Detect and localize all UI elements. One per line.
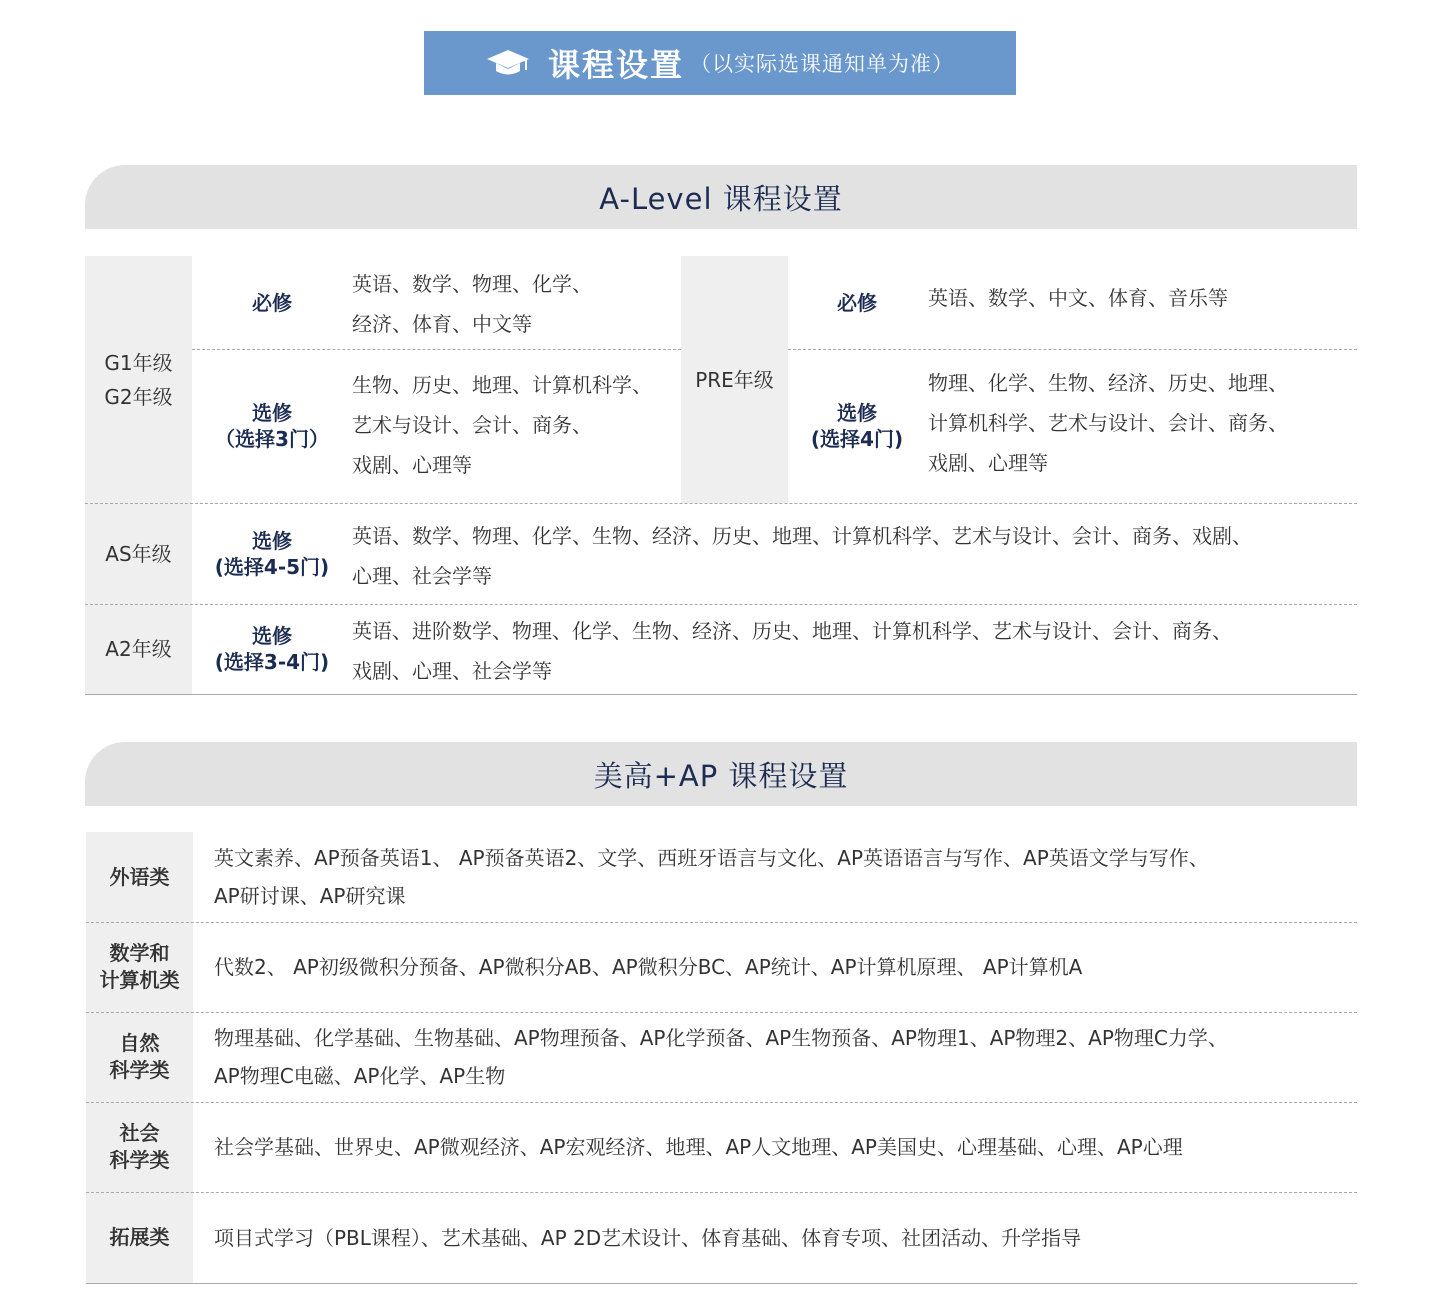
ap-category-cell: [86, 832, 193, 922]
ap-course-list: [214, 1192, 1352, 1283]
table-bottom-border: [85, 694, 1357, 695]
category-label: 数学和: [109, 941, 170, 965]
as-elective-label-group: [200, 503, 344, 604]
grade-g2-label: G2年级: [104, 384, 173, 409]
g12-required-line: 英语、数学、物理、化学、: [352, 272, 592, 296]
as-elective-sub: (选择4-5门): [214, 554, 330, 579]
a2-elective-sub: (选择3-4门): [214, 650, 330, 674]
ap-category-cell: [86, 1192, 193, 1283]
banner-title: 课程设置: [547, 46, 684, 84]
g12-required-line: 经济、体育、中文等: [352, 312, 532, 336]
course-line: 代数2、 AP初级微积分预备、AP微积分AB、AP微积分BC、AP统计、AP计算机原理、 AP计算机A: [214, 955, 1083, 979]
g12-elective-line: 戏剧、心理等: [352, 453, 472, 477]
a2-elective-line: 英语、进阶数学、物理、化学、生物、经济、历史、地理、计算机科学、艺术与设计、会计、商务、: [352, 619, 1232, 643]
g12-required-list: [352, 264, 672, 344]
grade-pre: PRE年级: [695, 367, 774, 392]
pre-elective-label-group: [796, 349, 918, 503]
as-elective-label: 选修: [252, 528, 292, 553]
course-line: AP物理C电磁、AP化学、AP生物: [214, 1064, 506, 1088]
category-label: 社会: [119, 1121, 160, 1145]
ap-course-list: [214, 838, 1352, 916]
grade-g1-label: G1年级: [104, 350, 173, 375]
category-label: 拓展类: [109, 1225, 170, 1249]
as-elective-line: 英语、数学、物理、化学、生物、经济、历史、地理、计算机科学、艺术与设计、会计、商务、戏剧、: [352, 524, 1252, 548]
divider: [86, 1012, 1357, 1013]
page-banner: [424, 31, 1016, 95]
alevel-section-title: A-Level 课程设置: [85, 165, 1357, 229]
category-label: 外语类: [109, 864, 170, 889]
course-line: AP研讨课、AP研究课: [214, 884, 406, 908]
course-line: 项目式学习（PBL课程）、艺术基础、AP 2D艺术设计、体育基础、体育专项、社团活动、升学指导: [214, 1225, 1082, 1250]
ap-course-list: [214, 922, 1352, 1012]
g12-elective-label-group: [200, 349, 344, 503]
category-label: 自然: [119, 1031, 160, 1055]
pre-required-line: 英语、数学、中文、体育、音乐等: [928, 286, 1228, 310]
a2-elective-line: 戏剧、心理、社会学等: [352, 659, 552, 683]
category-label: 计算机类: [99, 968, 180, 992]
a2-elective-label-group: [200, 604, 344, 694]
category-label: 科学类: [109, 1058, 170, 1082]
pre-required-list: [928, 256, 1348, 340]
grade-g1-g2: [85, 256, 192, 503]
g12-elective-label: 选修: [252, 401, 292, 425]
g12-elective-line: 艺术与设计、会计、商务、: [352, 413, 592, 437]
category-label: 科学类: [109, 1148, 170, 1172]
table-bottom-border: [86, 1283, 1357, 1284]
ap-category-cell: [86, 1102, 193, 1192]
as-elective-line: 心理、社会学等: [352, 564, 492, 588]
pre-elective-line: 戏剧、心理等: [928, 451, 1048, 475]
pre-elective-sub: (选择4门): [810, 427, 904, 451]
ap-category-cell: [86, 1012, 193, 1102]
g12-required-label: 必修: [252, 290, 292, 315]
a2-elective-label: 选修: [252, 624, 292, 648]
pre-elective-label: 选修: [837, 401, 877, 425]
g12-elective-list: [352, 364, 672, 486]
pre-required-label: 必修: [837, 290, 877, 315]
ap-course-list: [214, 1102, 1352, 1192]
g12-elective-line: 生物、历史、地理、计算机科学、: [352, 373, 652, 397]
course-line: 社会学基础、世界史、AP微观经济、AP宏观经济、地理、AP人文地理、AP美国史、心理基础、心理、AP心理: [214, 1135, 1183, 1159]
as-elective-list: [352, 515, 1352, 597]
grade-a2: A2年级: [105, 637, 172, 661]
a2-elective-list: [352, 610, 1352, 692]
ap-course-list: [214, 1018, 1352, 1096]
grade-as: AS年级: [105, 541, 172, 566]
pre-elective-line: 计算机科学、艺术与设计、会计、商务、: [928, 411, 1288, 435]
g12-elective-sub: （选择3门）: [215, 427, 329, 451]
course-line: 英文素养、AP预备英语1、 AP预备英语2、文学、西班牙语言与文化、AP英语语言与写作、AP英语文学与写作、: [214, 846, 1209, 870]
banner-subtitle: （以实际选课通知单为准）: [690, 52, 954, 76]
graduation-cap-icon: [486, 48, 530, 78]
course-line: 物理基础、化学基础、生物基础、AP物理预备、AP化学预备、AP生物预备、AP物理1、AP物理2、AP物理C力学、: [214, 1026, 1228, 1050]
ap-category-cell: [86, 922, 193, 1012]
ap-section-title: 美高+AP 课程设置: [85, 742, 1357, 806]
pre-elective-list: [928, 362, 1348, 484]
pre-elective-line: 物理、化学、生物、经济、历史、地理、: [928, 371, 1288, 395]
